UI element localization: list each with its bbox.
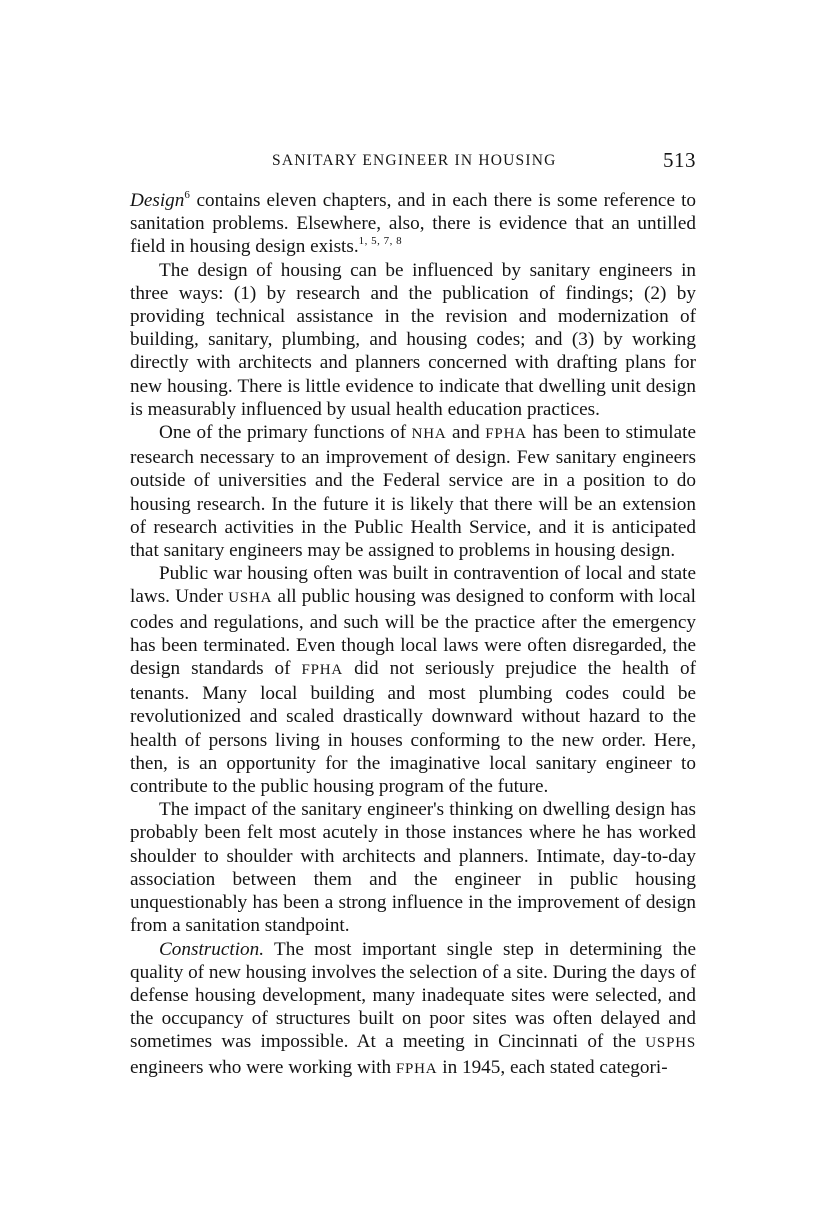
abbreviation-usha: USHA: [228, 590, 273, 607]
running-header: [130, 148, 696, 176]
text-run: contains eleven chapters, and in each there is some reference to sanitation problems. Elsewhere, also, there is evidence that an untilled field in housing design exists.: [130, 190, 696, 258]
text-run: did not seriously prejudice the health of tenants. Many local building and most plumbing codes could be revolutionized and scaled drastically downward without hazard to the health of persons living in houses conforming to the new order. Here, then, is an opportunity for the imaginative local sanitary engineer to contribute to the public housing program of the future.: [130, 658, 696, 798]
text-run: all public housing was designed to conform with local codes and regulations, and such will be the practice after the emergency has been terminated. Even though local laws were often disregarded, the design standards of: [130, 586, 697, 680]
abbreviation-usphs: USPHS: [645, 1035, 696, 1052]
text-run: Public war housing often was built in contravention of local and state laws. Under: [130, 563, 696, 608]
running-title: SANITARY ENGINEER IN HOUSING: [272, 152, 557, 169]
text-run: The most important single step in determining the quality of new housing involves the selection of a site. During the days of defense housing development, many inadequate sites were selected, and the occupancy of structures built on poor sites was often delayed and sometimes was impossible. At a meeting in Cincinnati of the: [130, 938, 696, 1053]
text-run: The design of housing can be influenced by sanitary engineers in three ways: (1) by research and the publication of findings; (2) by providing technical assistance in the revision and modernization of building, sanitary, plumbing, and housing codes; and (3) by working directly with architects and planners concerned with drafting plans for new housing. There is little evidence to indicate that dwelling unit design is measurably influenced by usual health education practices.: [130, 259, 696, 420]
footnote-reference: 6: [184, 189, 191, 201]
text-run: has been to stimulate research necessary to an improvement of design. Few sanitary engineers outside of universities and the Federal service are in a position to do housing research. In the future it is likely that there will be an extension of research activities in the Public Health Service, and it is anticipated that sanitary engineers may be assigned to problems in housing design.: [130, 422, 696, 562]
abbreviation-fpha: FPHA: [485, 426, 527, 443]
abbreviation-fpha: FPHA: [301, 662, 344, 679]
text-run: Design: [130, 190, 185, 211]
body-text: [130, 189, 696, 1081]
paragraph-three-ways: [130, 259, 696, 421]
text-run: The impact of the sanitary engineer's thinking on dwelling design has probably been felt most acutely in those instances where he has worked shoulder to shoulder with architects and planners. Intimate, day-to-day association between them and the engineer in public housing unquestionably has been a strong influence in the improvement of design from a sanitation standpoint.: [130, 799, 696, 937]
text-run: engineers who were working with: [130, 1056, 396, 1078]
footnote-reference: 1, 5, 7, 8: [358, 235, 403, 248]
paragraph-research: [130, 421, 696, 562]
page-number: 513: [663, 148, 696, 172]
paragraph-war-housing: [130, 562, 696, 798]
text-run: One of the primary functions of: [159, 422, 412, 444]
paragraph-impact: [130, 798, 696, 937]
paragraph-construction: [130, 938, 696, 1081]
paragraph-design-intro: [130, 189, 696, 259]
text-run: in 1945, each stated categori-: [437, 1056, 668, 1078]
section-heading-construction: Construction.: [159, 938, 265, 960]
text-run: and: [446, 422, 486, 444]
abbreviation-fpha: FPHA: [395, 1060, 438, 1077]
abbreviation-nha: NHA: [411, 426, 447, 443]
